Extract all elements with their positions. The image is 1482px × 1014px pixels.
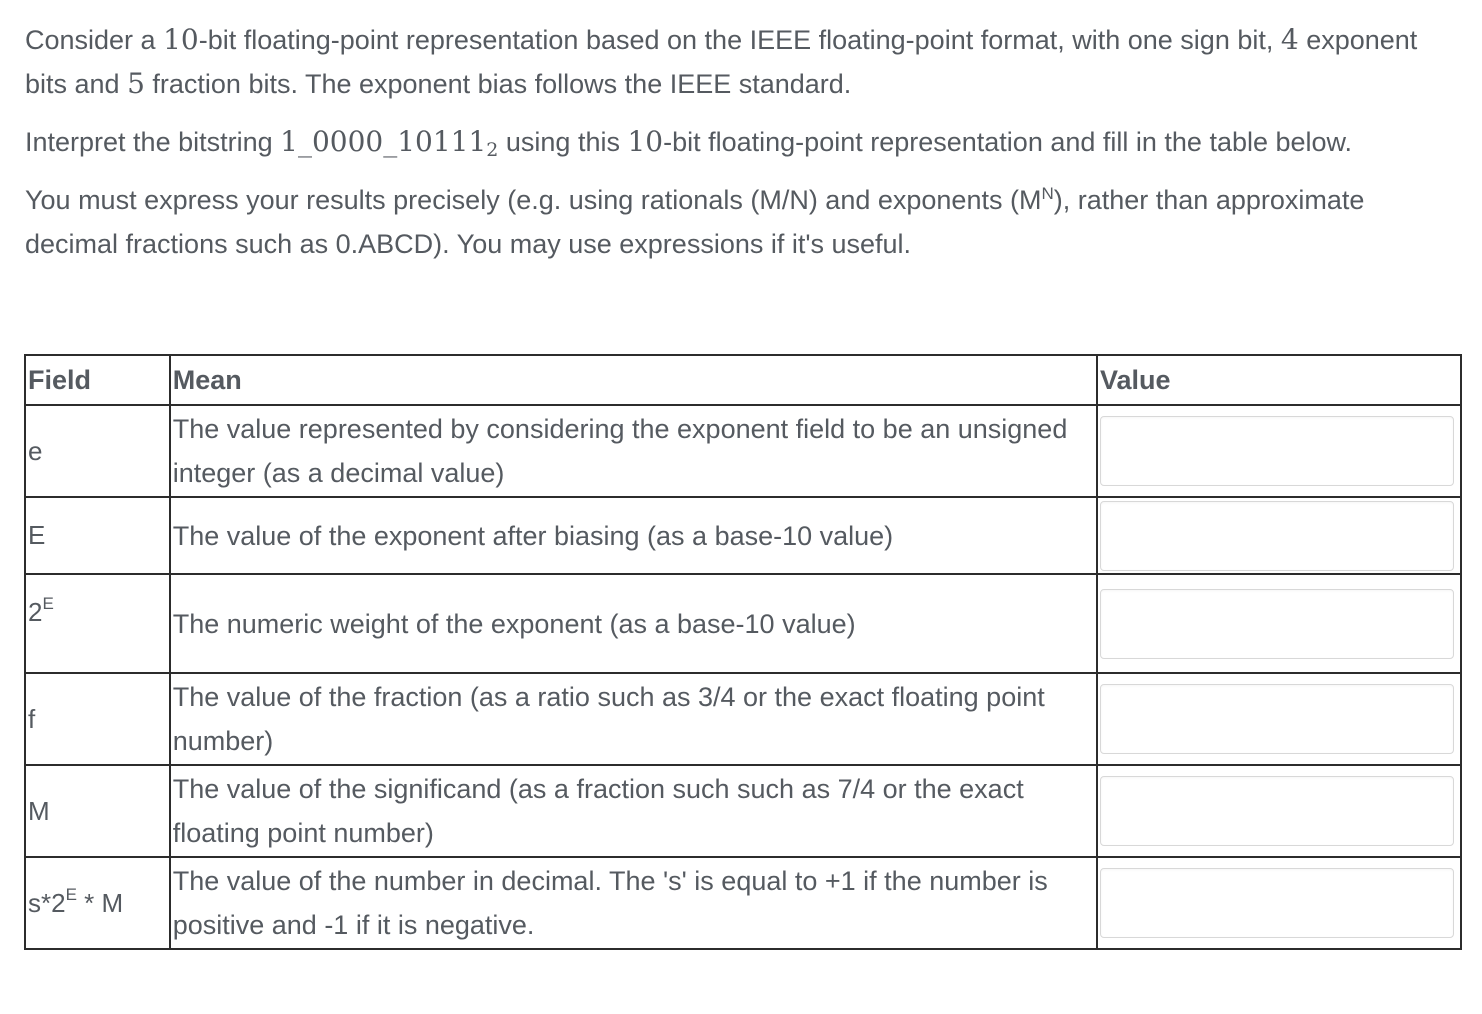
field-cell: M [25, 765, 170, 857]
superscript-n: N [1041, 184, 1054, 203]
answer-table [24, 354, 1462, 950]
value-cell [1097, 765, 1461, 857]
answer-input-2-pow-E[interactable] [1100, 589, 1454, 659]
intro-paragraph-format [25, 18, 1425, 106]
field-superscript: E [65, 884, 77, 904]
value-cell [1097, 857, 1461, 949]
text-fragment: Interpret the bitstring [25, 127, 281, 157]
value-cell [1097, 497, 1461, 574]
intro-paragraph-instructions [25, 178, 1425, 266]
answer-input-E[interactable] [1100, 501, 1454, 571]
math-fraction-bits: 5 [127, 67, 145, 100]
field-suffix: * M [76, 887, 124, 918]
table-row-e [25, 405, 1461, 497]
field-cell: E [25, 497, 170, 574]
table-row-f [25, 673, 1461, 765]
answer-input-M[interactable] [1100, 776, 1454, 846]
field-base: 2 [28, 597, 43, 627]
text-fragment: -bit floating-point representation and fill in the table below. [663, 127, 1353, 157]
header-value: Value [1097, 355, 1461, 405]
field-cell: f [25, 673, 170, 765]
mean-cell: The value of the significand (as a fraction such such as 7/4 or the exact floating point number) [170, 765, 1097, 857]
mean-cell: The value represented by considering the exponent field to be an unsigned integer (as a decimal value) [170, 405, 1097, 497]
math-bitstring [280, 125, 499, 161]
mean-cell: The value of the fraction (as a ratio such as 3/4 or the exact floating point number) [170, 673, 1097, 765]
table-header-row [25, 355, 1461, 405]
mean-cell: The value of the exponent after biasing (as a base-10 value) [170, 497, 1097, 574]
question-text [25, 18, 1425, 280]
math-total-bits: 10 [163, 23, 199, 56]
text-fragment: Consider a [25, 25, 164, 55]
answer-input-e[interactable] [1100, 416, 1454, 486]
header-field: Field [25, 355, 170, 405]
mean-cell: The value of the number in decimal. The 's' is equal to +1 if the number is positive and -1 if it is negative. [170, 857, 1097, 949]
field-cell [25, 574, 170, 673]
answer-input-f[interactable] [1100, 684, 1454, 754]
text-fragment: fraction bits. The exponent bias follows the IEEE standard. [144, 69, 852, 99]
text-fragment: using this [498, 127, 628, 157]
intro-paragraph-bitstring [25, 120, 1425, 164]
field-cell [25, 857, 170, 949]
answer-input-value[interactable] [1100, 868, 1454, 938]
text-fragment: -bit floating-point representation based on the IEEE floating-point format, with one sign bit, [198, 25, 1281, 55]
bitstring-value: 1_0000_10111 [280, 125, 487, 158]
value-cell [1097, 574, 1461, 673]
table-row-M [25, 765, 1461, 857]
field-prefix: s*2 [28, 887, 66, 918]
text-fragment: exponent bits and [25, 25, 1418, 99]
table-row-E [25, 497, 1461, 574]
value-cell [1097, 405, 1461, 497]
field-superscript: E [42, 594, 54, 613]
text-fragment: You must express your results precisely (e.g. using rationals (M/N) and exponents (M [25, 185, 1042, 215]
text-fragment: ), rather than approximate decimal fractions such as 0.ABCD). You may use expressions if it's useful. [25, 185, 1365, 259]
header-mean: Mean [170, 355, 1097, 405]
math-total-bits: 10 [627, 125, 664, 158]
value-cell [1097, 673, 1461, 765]
mean-cell: The numeric weight of the exponent (as a base-10 value) [170, 574, 1097, 673]
field-cell: e [25, 405, 170, 497]
bitstring-base: 2 [486, 139, 499, 161]
table-row-2-pow-E [25, 574, 1461, 673]
math-exponent-bits: 4 [1280, 23, 1299, 56]
table-row-value [25, 857, 1461, 949]
